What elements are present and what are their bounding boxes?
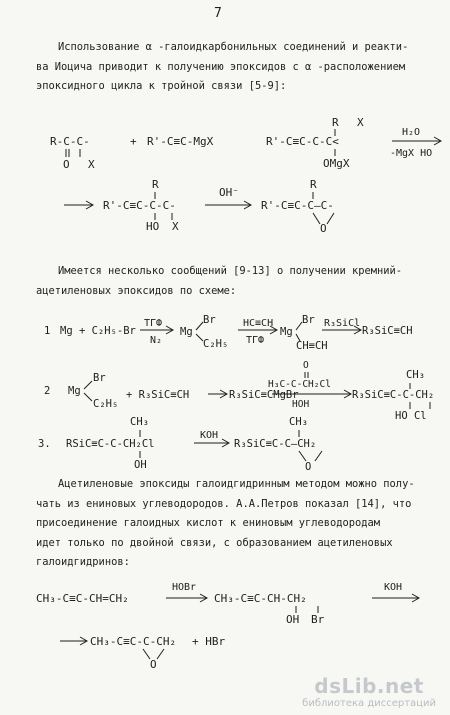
halohydrin-intermediate: R'-C≡C-C-C- (103, 199, 176, 212)
watermark-caption: библиотека диссертаций (302, 698, 436, 709)
text-line: Имеется несколько сообщений [9-13] о получении кремний- (58, 265, 403, 277)
water: HOH (292, 399, 310, 410)
grignard2-acetylide: CH≡CH (296, 340, 328, 352)
text-line: ва Иоцича приводит к получению эпоксидов с α -расположением (36, 60, 406, 73)
bromohydrin: CH₃-C≡C-CH-CH₂ (214, 592, 307, 605)
adduct-x: X (357, 116, 364, 129)
adduct: R'-C≡C-C-C< (266, 135, 339, 148)
enyne-epoxide: CH₃-C≡C-C-CH₂ (90, 635, 177, 648)
reagent-chlorosilane: R₃SiCl (324, 318, 361, 329)
page-number: 7 (214, 6, 222, 21)
reactant-hydroxyl: OH (134, 459, 147, 471)
text-line: присоединение галоидных кислот к ениновым углеводородам (36, 517, 381, 529)
grignard-mg: Mg (68, 385, 81, 397)
epoxide-oxygen: O (305, 461, 312, 473)
plus-sign: + (130, 135, 137, 148)
text-line: Использование α -галоидкарбонильных соединений и реакти- (58, 41, 409, 53)
chloroacetone: H₃C-C-CH₂Cl (268, 379, 331, 390)
carbonyl-oxygen: O (63, 158, 70, 171)
reactants: Mg + C₂H₅-Br (60, 325, 136, 337)
halohydrin-hydroxyl: HO (146, 220, 160, 233)
grignard-reagent: R'-C≡C-MgX (147, 135, 214, 148)
scheme-1 (50, 116, 441, 235)
scheme-2 (38, 314, 434, 473)
reaction-number: 3. (38, 438, 51, 450)
product-ho-cl: HO Cl (395, 410, 427, 422)
silyl-grignard: R₃SiC≡CMgBr (229, 389, 299, 401)
watermark (302, 674, 436, 709)
enyne-reactant: CH₃-C≡C-CH=CH₂ (36, 592, 129, 605)
epoxide-oxygen: O (150, 658, 157, 671)
reactant-methyl: CH₃ (130, 416, 149, 428)
hydrolysis-reagent: H₂O (402, 127, 421, 138)
bromohydrin-bromine: Br (311, 613, 325, 626)
grignard-ethyl: C₂H₅ (203, 338, 229, 350)
epoxide-r: R (310, 178, 317, 191)
chlorohydrin-product: R₃SiC≡C-C-CH₂ (352, 389, 435, 401)
reagent-hobr: HOBr (172, 582, 197, 593)
byproduct-hbr: + HBr (192, 635, 226, 648)
bromohydrin-hydroxyl: OH (286, 613, 300, 626)
grignard-ethyl: C₂H₅ (93, 398, 119, 410)
product-silylacetylene: R₃SiC≡CH (362, 325, 413, 337)
carbonyl-halogen: X (88, 158, 95, 171)
reagent-koh: KOH (200, 430, 219, 441)
product-methyl: CH₃ (406, 369, 425, 381)
halohydrin-halogen: X (172, 220, 179, 233)
plus-silylacetylene: + R₃SiC≡CH (126, 389, 190, 401)
hydrolysis-byproduct: -MgX HO (390, 148, 433, 159)
product-methyl: CH₃ (289, 416, 308, 428)
base-reagent: OH⁻ (219, 186, 239, 199)
reaction-number: 2 (44, 385, 51, 397)
adduct-r: R (332, 116, 339, 129)
condition-gas: N₂ (150, 335, 163, 346)
epoxide-product: R'-C≡C-C—C- (261, 199, 334, 212)
chlorohydrin-reactant: RSiC≡C-C-CH₂Cl (66, 438, 155, 450)
text-line: галоидгидринов: (36, 556, 130, 568)
scheme-3 (36, 582, 419, 671)
watermark-logo: dsLib.net (314, 674, 424, 698)
condition-solvent: ТГФ (144, 318, 163, 329)
text-line: эпоксидного цикла к тройной связи [5-9]: (36, 80, 287, 92)
grignard-br: Br (203, 314, 216, 326)
reagent-solvent: ТГФ (246, 335, 265, 346)
grignard-br: Br (93, 372, 106, 384)
reagent-koh: KOH (384, 582, 403, 593)
carbonyl-compound: R-C-C- (50, 135, 90, 148)
grignard-mg: Mg (180, 326, 193, 338)
adduct-omgx: OMgX (323, 157, 350, 170)
epoxide-oxygen: O (320, 222, 327, 235)
grignard2-br: Br (302, 314, 315, 326)
text-line: ацетиленовых эпоксидов по схеме: (36, 284, 237, 297)
text-line: идет только по двойной связи, с образованием ацетиленовых (36, 536, 393, 549)
chloroacetone-oxygen: O (303, 360, 309, 371)
reaction-number: 1 (44, 325, 51, 337)
text-line: Ацетиленовые эпоксиды галоидгидринным методом можно полу- (58, 478, 415, 490)
silyl-epoxide: R₃SiC≡C-C—CH₂ (234, 438, 317, 450)
reagent-acetylene: HC≡CH (243, 318, 274, 329)
halohydrin-r: R (152, 178, 159, 191)
grignard2-mg: Mg (280, 326, 293, 338)
text-line: чать из ениновых углеводородов. А.А.Петров показал [14], что (36, 497, 412, 510)
